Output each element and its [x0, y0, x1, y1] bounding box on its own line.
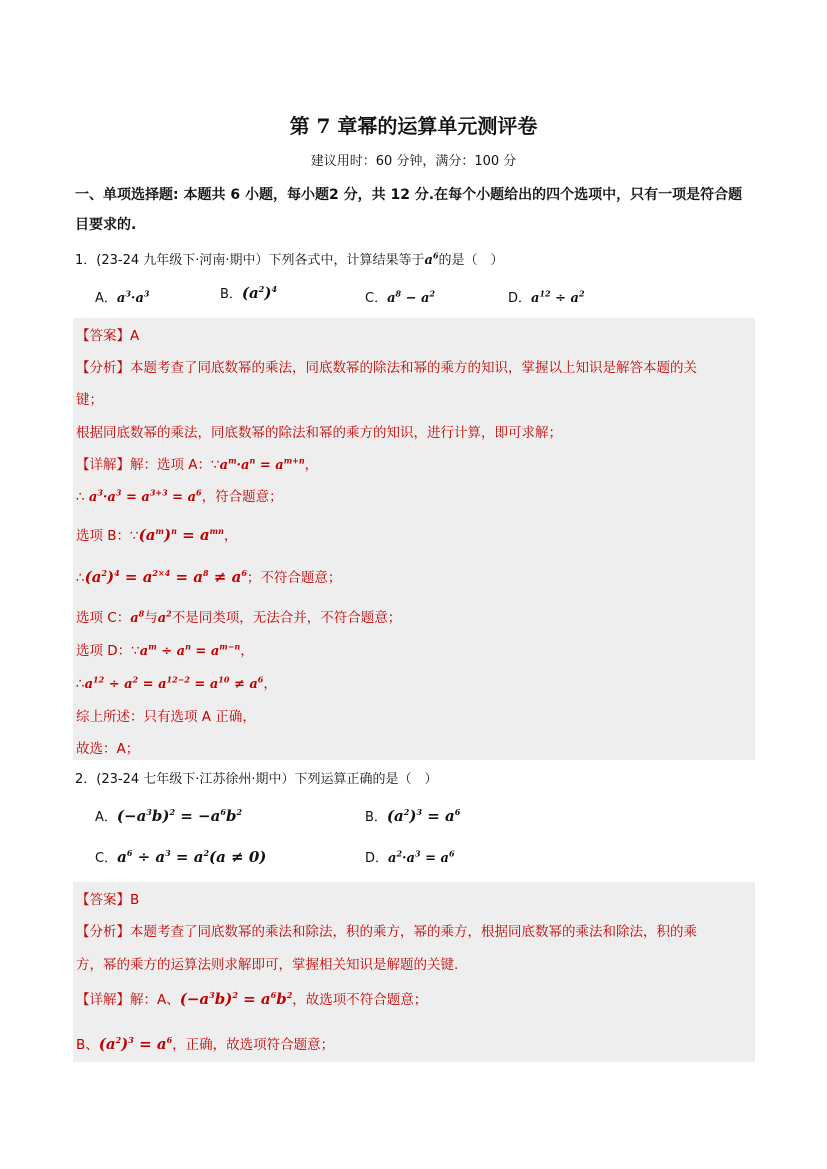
section-heading: 一、单项选择题: 本题共 6 小题，每小题2 分，共 12 分.在每个小题给出的四个选项中，只有一项是符合题目要求的. [75, 187, 743, 233]
q1-analysis-line-3: 根据同底数幂的乘法，同底数幂的除法和幂的乘方的知识，进行计算，即可求解； [76, 425, 562, 441]
q2-analysis-line-2: 方，幂的乘方的运算法则求解即可，掌握相关知识是解题的关键. [76, 957, 459, 973]
q1-detail-line-2: ∴ $a^3\cdot a^3 = a^{3+3} = a^6$，符合题意； [76, 487, 283, 505]
q1-detail-line-3: 选项 B：$\because(a^m)^n = a^{mn}$， [76, 526, 238, 544]
q2-option-d: D．$a^2\cdot a^3 = a^6$ [365, 848, 455, 866]
q2-option-b: B．$(a^2)^3 = a^6$ [365, 807, 461, 825]
q2-option-a: A．$(-a^3b)^2 = -a^6b^2$ [95, 807, 243, 825]
q1-analysis-line-1: 【分析】本题考查了同底数幂的乘法，同底数幂的除法和幂的乘方的知识，掌握以上知识是解答本题的关 [76, 360, 697, 376]
q2-option-c: C．$a^6 \div a^3 = a^2(a \ne 0)$ [95, 848, 267, 866]
q2-answer: 【答案】B [76, 892, 140, 908]
q1-summary: 综上所述：只有选项 A 正确， [76, 709, 256, 725]
q1-option-c: C．$a^8 - a^2$ [365, 288, 436, 306]
q1-detail-line-7: $\therefore a^{12} \div a^2 = a^{12-2} = a^{10} \ne a^6$， [76, 674, 277, 692]
q1-detail-line-1: 【详解】解：选项 A：$\because a^m\cdot a^n = a^{m+n}$， [76, 455, 319, 473]
q1-option-a: A．$a^3\cdot a^3$ [95, 288, 150, 306]
page-title: 第 7 章幂的运算单元测评卷 [289, 114, 538, 138]
q2-detail-line-1: 【详解】解：A、$(-a^3b)^2 = a^6b^2$，故选项不符合题意； [76, 990, 428, 1008]
q1-detail-line-4: $\therefore(a^2)^4 = a^{2\times 4} = a^8 \ne a^6$；不符合题意； [76, 568, 342, 586]
math-a6: $a^6$ [424, 250, 439, 268]
q1-option-b: B．$(a^2)^4$ [220, 284, 278, 302]
q1-detail-line-5: 选项 C：$a^8$与$a^2$不是同类项，无法合并，不符合题意； [76, 608, 402, 626]
question-2-stem: 2．(23-24 七年级下·江苏徐州·期中）下列运算正确的是（ ） [75, 772, 438, 787]
q2-detail-line-2: B、$(a^2)^3 = a^6$，正确，故选项符合题意； [76, 1035, 335, 1053]
q1-option-d: D．$a^{12} \div a^2$ [508, 288, 585, 306]
page-subtitle: 建议用时：60 分钟，满分：100 分 [310, 154, 517, 169]
q1-answer: 【答案】A [76, 328, 140, 344]
q1-analysis-line-2: 键； [76, 392, 103, 408]
q1-choice: 故选：A； [76, 741, 140, 757]
q2-analysis-line-1: 【分析】本题考查了同底数幂的乘法和除法，积的乘方，幂的乘方，根据同底数幂的乘法和除法，积的乘 [76, 924, 697, 940]
question-1-stem: 1．(23-24 九年级下·河南·期中）下列各式中，计算结果等于$a^6$的是（ ） [75, 250, 504, 268]
q1-detail-line-6: 选项 D：$\because a^m \div a^n = a^{m-n}$， [76, 641, 254, 659]
